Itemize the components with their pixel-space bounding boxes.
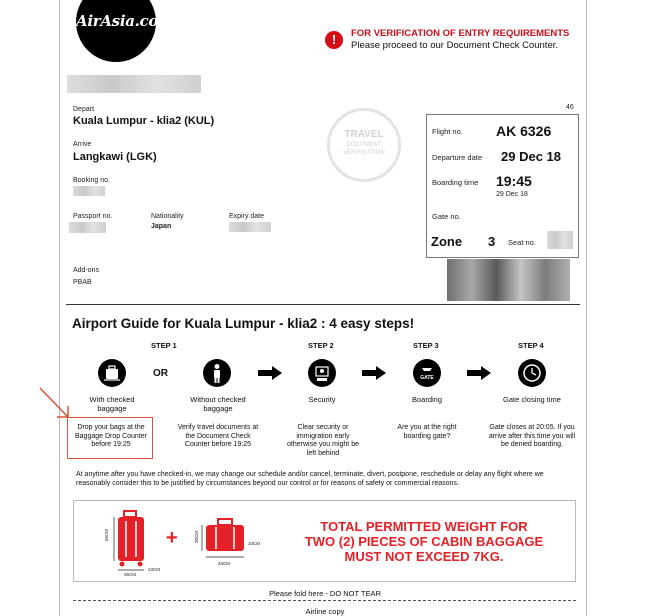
addons-label: Add-ons [73, 267, 100, 274]
svg-text:23CM: 23CM [148, 567, 161, 572]
security-desc: Clear security or immigration early otherwise you might be left behind [287, 424, 359, 457]
departure-value: 29 Dec 18 [501, 149, 561, 164]
fold-line [73, 600, 576, 601]
person-icon [203, 359, 231, 387]
cabin-baggage-notice [73, 500, 576, 582]
boarding-value: 19:45 [496, 173, 532, 189]
arrow-right-icon [467, 366, 491, 380]
boarding-desc: Are you at the right boarding gate? [397, 424, 457, 440]
section-divider [66, 304, 580, 305]
checked-baggage-desc: Drop your bags at the Baggage Drop Counter before 19:25 [75, 424, 147, 448]
checked-baggage-caption: With checked baggage [89, 395, 135, 413]
unchecked-baggage-desc: Verify travel documents at the Document Check Counter before 19:25 [177, 424, 259, 448]
passenger-name-redacted [67, 75, 201, 93]
booking-label: Booking no. [73, 177, 110, 184]
expiry-label: Expiry date [229, 213, 265, 220]
arrive-label: Arrive [73, 141, 92, 148]
flight-details-box [426, 114, 579, 258]
airline-copy-label: Airline copy [305, 607, 345, 616]
highlight-box [67, 417, 153, 459]
unchecked-baggage-caption: Without checked baggage [190, 395, 246, 413]
barcode-redacted [447, 259, 570, 301]
verification-notice [325, 28, 585, 56]
seat-label: Seat no. [508, 238, 536, 247]
passport-number-redacted [69, 222, 106, 233]
departure-label: Departure date [432, 153, 483, 162]
svg-text:36CM: 36CM [124, 572, 137, 577]
fold-instruction: Please fold here - DO NOT TEAR [269, 589, 381, 598]
clock-icon [518, 359, 546, 387]
verification-subtitle: Please proceed to our Document Check Counter. [351, 40, 559, 51]
flight-label: Flight no. [432, 127, 463, 136]
nationality-value: Japan [151, 223, 172, 230]
plus-sign: + [166, 527, 178, 549]
alert-icon: ! [325, 31, 343, 49]
svg-text:GATE: GATE [420, 375, 434, 381]
step2-label: STEP 2 [308, 341, 334, 350]
baggage-weight-text: TOTAL PERMITTED WEIGHT FOR TWO (2) PIECES OF CABIN BAGGAGE MUST NOT EXCEED 7KG. [304, 519, 544, 564]
or-text: OR [153, 368, 168, 379]
annotation-arrow-icon [38, 386, 72, 422]
step3-label: STEP 3 [413, 341, 439, 350]
svg-text:30CM: 30CM [194, 530, 199, 543]
arrow-right-icon [258, 366, 282, 380]
boarding-date: 29 Dec 18 [496, 191, 528, 198]
step4-label: STEP 4 [518, 341, 544, 350]
cabin-bag-large-icon [102, 509, 172, 577]
flight-value: AK 6326 [496, 123, 552, 139]
gate-closing-desc: Gate closes at 20:05. If you arrive after this time you will be denied boarding. [488, 424, 576, 448]
zone-label: Zone [431, 234, 463, 249]
cabin-bag-small-icon [192, 515, 266, 569]
svg-text:56CM: 56CM [104, 528, 109, 541]
svg-text:40CM: 40CM [218, 561, 231, 566]
expiry-date-redacted [229, 222, 271, 232]
nationality-label: Nationality [151, 213, 184, 220]
seat-number-redacted [547, 231, 573, 249]
gate-closing-caption: Gate closing time [503, 395, 561, 404]
booking-number-redacted [73, 186, 105, 196]
travel-document-stamp: TRAVEL DOCUMENT VERIFICATION [327, 108, 401, 182]
boarding-gate-icon [413, 359, 441, 387]
addons-value: PBAB [73, 279, 92, 286]
boarding-label: Boarding time [432, 178, 479, 187]
depart-label: Depart [73, 106, 95, 113]
checked-baggage-icon [98, 359, 126, 387]
security-caption: Security [308, 395, 336, 404]
airasia-logo: AirAsia.com [76, 0, 156, 62]
security-icon [308, 359, 336, 387]
step1-label: STEP 1 [151, 341, 177, 350]
zone-value: 3 [488, 234, 496, 249]
sequence-number: 46 [566, 104, 574, 111]
gate-label: Gate no. [432, 212, 461, 221]
verification-title: FOR VERIFICATION OF ENTRY REQUIREMENTS [351, 28, 570, 39]
arrive-value: Langkawi (LGK) [73, 151, 157, 163]
depart-value: Kuala Lumpur - klia2 (KUL) [73, 115, 215, 127]
airport-guide-title: Airport Guide for Kuala Lumpur - klia2 : 4 easy steps! [72, 316, 415, 331]
passport-label: Passport no. [73, 213, 113, 220]
arrow-right-icon [362, 366, 386, 380]
boarding-caption: Boarding [411, 395, 443, 404]
svg-text:10CM: 10CM [248, 541, 261, 546]
disclaimer-text: At anytime after you have checked-in, we may change our schedule and/or cancel, terminate, divert, postpone, reschedule or delay any flight where we reasonably consider this to be justified by circumstances beyond our control or for reasons of safety or commercial reasons. [76, 471, 544, 487]
